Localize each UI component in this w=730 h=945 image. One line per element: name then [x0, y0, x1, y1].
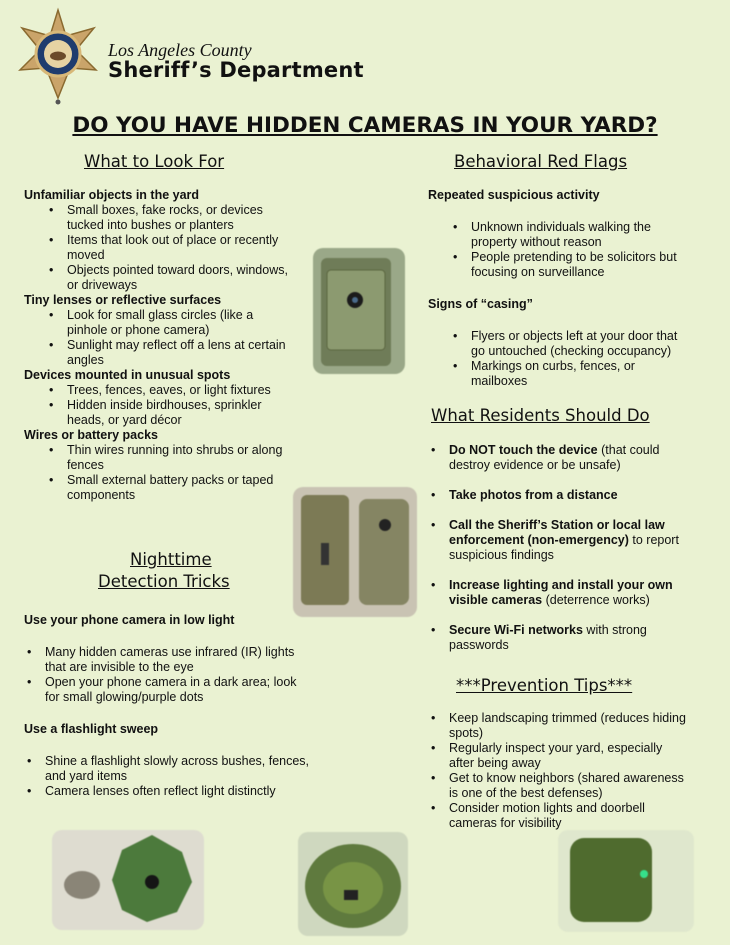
- group-title: Use your phone camera in low light: [24, 613, 235, 627]
- list-item: • Hidden inside birdhouses, sprinkler heads, or yard décor: [67, 398, 314, 428]
- group-title: Signs of “casing”: [428, 297, 533, 311]
- list-item: • Increase lighting and install your own visible cameras (deterrence works): [449, 578, 719, 608]
- heading-residents: What Residents Should Do: [431, 406, 650, 425]
- list-item: • Take photos from a distance: [449, 488, 719, 503]
- group-title: Repeated suspicious activity: [428, 188, 600, 202]
- list-item: • Consider motion lights and doorbell cameras for visibility: [449, 801, 719, 831]
- list-item: • Small boxes, fake rocks, or devices tucked into bushes or planters: [67, 203, 314, 233]
- org-name-line2: Sheriff’s Department: [108, 58, 364, 82]
- list-item: • Thin wires running into shrubs or along fences: [67, 443, 314, 473]
- org-name-line1: Los Angeles County: [108, 40, 252, 60]
- list-item: • Unknown individuals walking the property without reason: [471, 220, 718, 250]
- group-title: Use a flashlight sweep: [24, 722, 159, 736]
- heading-prevention-tips: ***Prevention Tips***: [456, 676, 633, 695]
- list-item: • Regularly inspect your yard, especially after being away: [449, 741, 719, 771]
- sheriff-star-badge-icon: [12, 6, 104, 106]
- group-title: Wires or battery packs: [24, 428, 158, 442]
- list-item: • Secure Wi-Fi networks with strong passwords: [449, 623, 719, 653]
- camera-photo-4: [298, 832, 408, 936]
- list-item: • Many hidden cameras use infrared (IR) lights that are invisible to the eye: [45, 645, 324, 675]
- prevention-section: [449, 711, 719, 831]
- list-item: • Do NOT touch the device (that could destroy evidence or be unsafe): [449, 443, 719, 473]
- list-item: • Flyers or objects left at your door that go untouched (checking occupancy): [471, 329, 718, 359]
- heading-detection-tricks: Detection Tricks: [98, 572, 230, 591]
- list-item: • Shine a flashlight slowly across bushes, fences, and yard items: [45, 754, 324, 784]
- list-item: • Call the Sheriff’s Station or local law enforcement (non-emergency) to report suspicious findings: [449, 518, 719, 563]
- list-item: • Look for small glass circles (like a pinhole or phone camera): [67, 308, 314, 338]
- heading-red-flags: Behavioral Red Flags: [454, 152, 628, 171]
- list-item: • Items that look out of place or recently moved: [67, 233, 314, 263]
- night-section: [24, 613, 324, 799]
- camera-photo-2: [293, 487, 417, 617]
- group-title: Devices mounted in unusual spots: [24, 368, 231, 382]
- group-title: Tiny lenses or reflective surfaces: [24, 293, 222, 307]
- page-title: DO YOU HAVE HIDDEN CAMERAS IN YOUR YARD?: [72, 113, 658, 138]
- camera-photo-1: [313, 248, 405, 374]
- camera-photo-5: [558, 830, 694, 932]
- residents-section: [449, 443, 719, 653]
- heading-what-to-look-for: What to Look For: [84, 152, 225, 171]
- list-item: • Open your phone camera in a dark area; look for small glowing/purple dots: [45, 675, 324, 705]
- list-item: • Trees, fences, eaves, or light fixtures: [67, 383, 314, 398]
- list-item: • Small external battery packs or taped components: [67, 473, 314, 503]
- list-item: • Get to know neighbors (shared awareness is one of the best defenses): [449, 771, 719, 801]
- heading-nighttime: Nighttime: [130, 550, 212, 569]
- look-section: [24, 188, 314, 503]
- camera-photo-3: [52, 830, 204, 930]
- list-item: • Camera lenses often reflect light distinctly: [45, 784, 324, 799]
- list-item: • Keep landscaping trimmed (reduces hiding spots): [449, 711, 719, 741]
- list-item: • Objects pointed toward doors, windows, or driveways: [67, 263, 314, 293]
- group-title: Unfamiliar objects in the yard: [24, 188, 200, 202]
- list-item: • Markings on curbs, fences, or mailboxes: [471, 359, 718, 389]
- flags-section: [428, 188, 718, 389]
- list-item: • Sunlight may reflect off a lens at certain angles: [67, 338, 314, 368]
- list-item: • People pretending to be solicitors but focusing on surveillance: [471, 250, 718, 280]
